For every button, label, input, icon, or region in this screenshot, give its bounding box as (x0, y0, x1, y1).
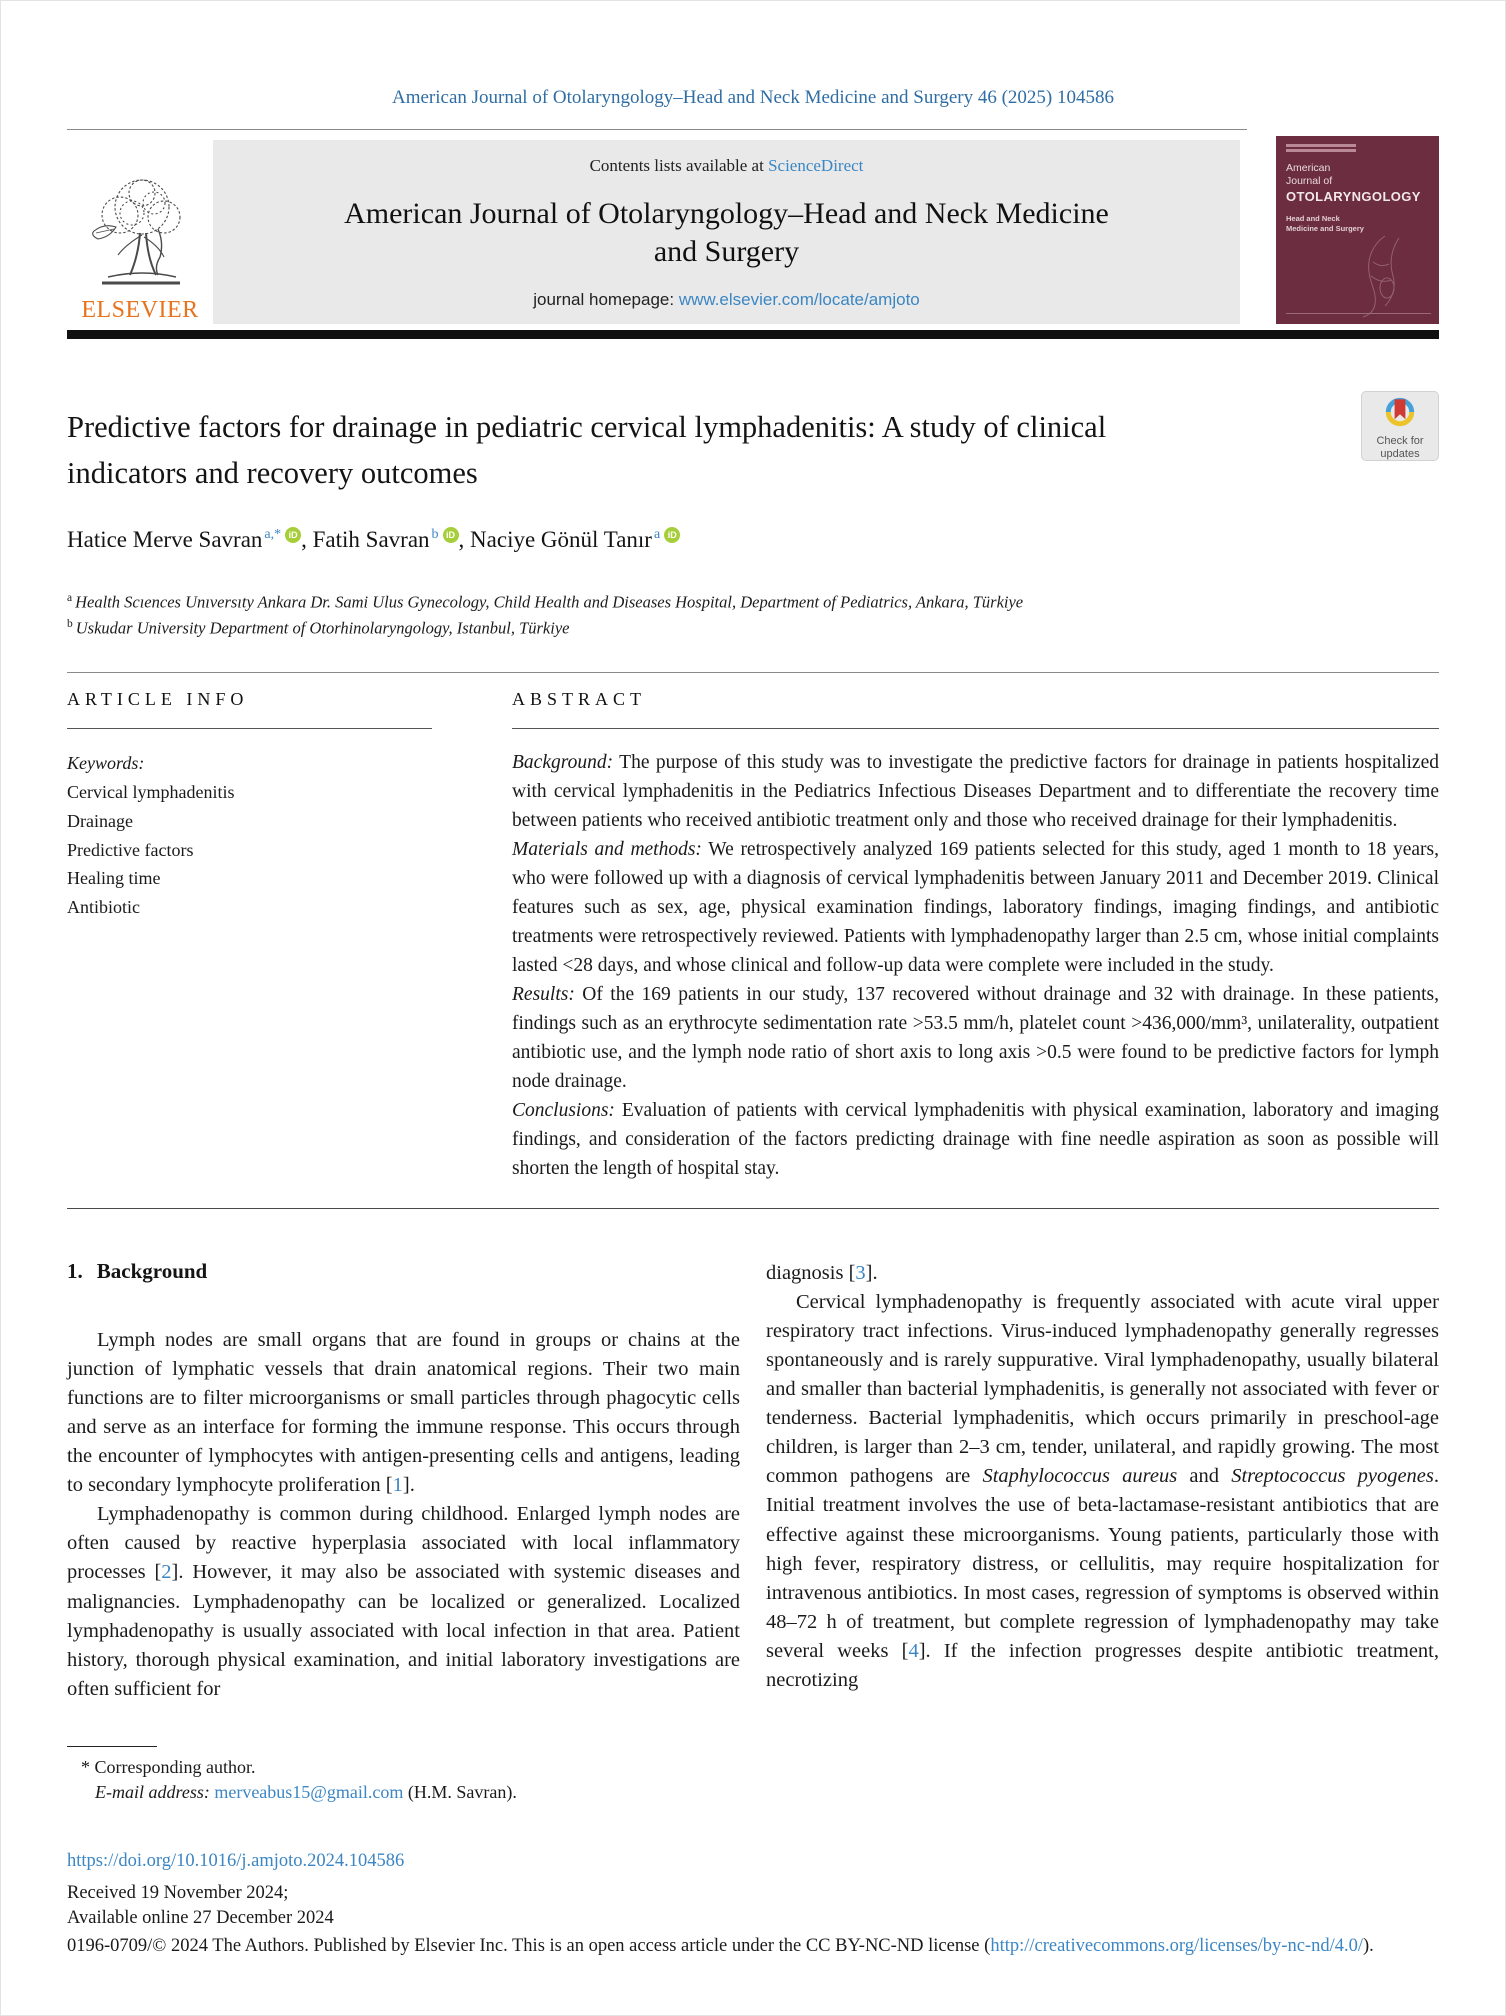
abstract-section: Materials and methods: We retrospectively analyzed 169 patients selected for this study, aged 1 month to 18 years, who were followed up with a diagnosis of cervical lymphadenitis between January 2011 and December 2019. Clinical features such as sex, age, physical examination findings, laboratory findings, imaging findings, and antibiotic treatments were retrospectively reviewed. Patients with lymphadenopathy larger than 2.5 cm, whose initial complaints lasted <28 days, and whose clinical and follow-up data were complete were included in the study. (512, 839, 1439, 976)
article-body (67, 1259, 1439, 1803)
cover-subtitle: Head and Neck (1286, 214, 1340, 224)
abstract-column (512, 689, 1439, 1183)
keywords-label: Keywords: (67, 753, 145, 774)
heading-rule (67, 728, 432, 729)
sciencedirect-link[interactable]: ScienceDirect (768, 156, 864, 175)
author: Naciye Gönül Tanır $^a$ iD (470, 527, 680, 552)
keyword: Predictive factors (67, 839, 194, 860)
doi-link[interactable]: https://doi.org/10.1016/j.amjoto.2024.104586 (67, 1851, 405, 1871)
keyword: Healing time (67, 868, 161, 889)
citation-link[interactable]: 3 (855, 1261, 866, 1284)
badge-label: updates (1380, 447, 1420, 460)
abstract-section: Background: The purpose of this study was to investigate the predictive factors for drainage in patients hospitalized with cervical lymphadenitis in the Pediatrics Infectious Diseases Department and to differentiate the recovery time between patients who received antibiotic treatment only and those who received drainage for their lymphadenitis. (512, 752, 1439, 832)
elsevier-logo[interactable] (67, 142, 213, 324)
article-info-heading: ARTICLE INFO (67, 689, 249, 710)
crossmark-icon (1382, 394, 1418, 430)
keywords-list (67, 778, 432, 922)
available-online-date: Available online 27 December 2024 (67, 1908, 334, 1929)
corresponding-author-note: * Corresponding author. (81, 1757, 256, 1777)
badge-label: Check for (1376, 435, 1424, 447)
citation-link[interactable]: 1 (392, 1474, 403, 1497)
cover-line: Journal of (1286, 175, 1333, 188)
orcid-icon[interactable]: iD (443, 527, 459, 543)
email-label: E-mail address: (95, 1782, 210, 1802)
author: Fatih Savran $^b$ iD , (312, 526, 471, 552)
affiliation: $^b$ Uskudar University Department of Otorhinolaryngology, Istanbul, Türkiye (67, 618, 570, 638)
keyword: Cervical lymphadenitis (67, 782, 235, 803)
right-column (766, 1259, 1439, 1803)
email-note (67, 1782, 740, 1803)
contents-prefix: Contents lists available at (589, 156, 764, 175)
affiliation-list (67, 589, 1439, 643)
abstract-heading: ABSTRACT (512, 689, 647, 710)
author: Hatice Merve Savran $^{a,*}$ iD , (67, 526, 313, 552)
section-divider (67, 672, 1439, 673)
cover-subtitle: Medicine and Surgery (1286, 224, 1364, 234)
journal-homepage-link[interactable]: www.elsevier.com/locate/amjoto (678, 290, 920, 309)
page-footer (67, 1849, 1439, 1959)
elsevier-wordmark: ELSEVIER (81, 297, 199, 323)
received-date: Received 19 November 2024; (67, 1882, 289, 1903)
article-info-column (67, 689, 432, 1183)
paragraph: Cervical lymphadenopathy is frequently associated with acute viral upper respiratory tract infections. Virus-induced lymphadenopathy generally regresses spontaneously and is rarely suppurative. Viral lymphadenopathy, usually bilateral and smaller than bacterial lymphadenitis, is generally not associated with fever or tenderness. Bacterial lymphadenitis, which occurs primarily in preschool-age children, is larger than 2–3 cm, tender, unilateral, and rapidly growing. The most common pathogens are Staphylococcus aureus and Streptococcus pyogenes. Initial treatment involves the use of beta-lactamase-resistant antibiotics that are effective against these microorganisms. Young patients, particularly those with high fever, respiratory distress, or cellulitis, may require hospitalization for intravenous antibiotics. In most cases, regression of symptoms is observed within 48–72 h of treatment, but complete regression of lymphadenopathy may take several weeks [4]. If the infection progresses despite antibiotic treatment, necrotizing (766, 1290, 1440, 1692)
paragraph: Lymph nodes are small organs that are found in groups or chains at the junction of lymphatic vessels that drain anatomical regions. Their two main functions are to filter microorganisms or small particles through phagocytic cells and serve as an interface for forming the immune response. This occurs through the encounter of lymphocytes with antigen-presenting cells and antigens, leading to secondary lymphocyte proliferation [1]. (67, 1328, 740, 1497)
journal-header-box (213, 140, 1240, 324)
cover-topbox-decoration (1286, 144, 1429, 152)
journal-title: American Journal of Otolaryngology–Head and Neck Medicine and Surgery (344, 196, 1109, 268)
license-link[interactable]: http://creativecommons.org/licenses/by-nc-nd/4.0/ (990, 1935, 1363, 1956)
article-title: Predictive factors for drainage in pediatric cervical lymphadenitis: A study of clinical indicators and recovery outcomes (67, 410, 1107, 490)
homepage-label: journal homepage: (533, 290, 675, 309)
masthead-divider-bar (67, 330, 1439, 339)
section-divider (67, 1208, 1439, 1209)
elsevier-tree-icon (80, 173, 200, 295)
left-column (67, 1259, 740, 1803)
orcid-icon[interactable]: iD (285, 527, 301, 543)
keyword: Drainage (67, 810, 133, 831)
abstract-section: Results: Of the 169 patients in our study, 137 recovered without drainage and 32 with drainage. In these patients, findings such as an erythrocyte sedimentation rate >53.5 mm/h, platelet count >436,000/mm³, unilaterality, outpatient antibiotic use, and the lymph node ratio of short axis to long axis >0.5 were found to be predictive factors for lymph node drainage. (512, 983, 1439, 1092)
masthead (67, 134, 1439, 324)
paragraph: Lymphadenopathy is common during childhood. Enlarged lymph nodes are often caused by reactive hyperplasia associated with local inflammatory processes [2]. However, it may also be associated with systemic diseases and malignancies. Lymphadenopathy can be localized or generalized. Localized lymphadenopathy is usually associated with local infection in that area. Patient history, thorough physical examination, and initial laboratory investigations are often sufficient for (67, 1503, 740, 1700)
cover-anatomy-sketch (1315, 232, 1435, 318)
email-suffix: (H.M. Savran). (407, 1782, 517, 1802)
citation-link[interactable]: 4 (908, 1640, 919, 1662)
email-link[interactable]: merveabus15@gmail.com (214, 1782, 404, 1802)
keyword: Antibiotic (67, 897, 140, 918)
cover-journal-name: OTOLARYNGOLOGY (1286, 189, 1421, 205)
heading-rule (512, 728, 1439, 729)
paragraph: diagnosis [3]. (766, 1261, 878, 1284)
top-divider (67, 129, 1247, 130)
check-for-updates-badge[interactable] (1361, 391, 1439, 461)
cover-footer-line (1286, 313, 1431, 314)
citation-link[interactable]: 2 (161, 1561, 172, 1584)
author-list (67, 527, 1439, 553)
journal-cover-thumbnail[interactable] (1276, 136, 1439, 324)
footnote-divider (67, 1746, 157, 1747)
orcid-icon[interactable]: iD (664, 527, 680, 543)
section-heading: 1. Background (67, 1258, 208, 1283)
journal-reference[interactable]: American Journal of Otolaryngology–Head and Neck Medicine and Surgery 46 (2025) 104586 (392, 87, 1114, 108)
homepage-line (225, 290, 1228, 310)
cover-line: American (1286, 162, 1331, 174)
affiliation: $^a$ Health Scıences Unıversıty Ankara Dr. Sami Ulus Gynecology, Child Health and Diseases Hospital, Department of Pediatrics, Ankara, Türkiye (67, 591, 1024, 611)
contents-line (225, 156, 1228, 176)
abstract-section: Conclusions: Evaluation of patients with cervical lymphadenitis with physical examination, laboratory and imaging findings, and consideration of the factors predicting drainage with fine needle aspiration as soon as possible will shorten the length of hospital stay. (512, 1099, 1440, 1179)
license-line: 0196-0709/© 2024 The Authors. Published by Elsevier Inc. This is an open access article under the CC BY-NC-ND license (http://creativecommons.org/licenses/by-nc-nd/4.0/). (67, 1935, 1374, 1956)
abstract-body (512, 749, 1439, 1183)
